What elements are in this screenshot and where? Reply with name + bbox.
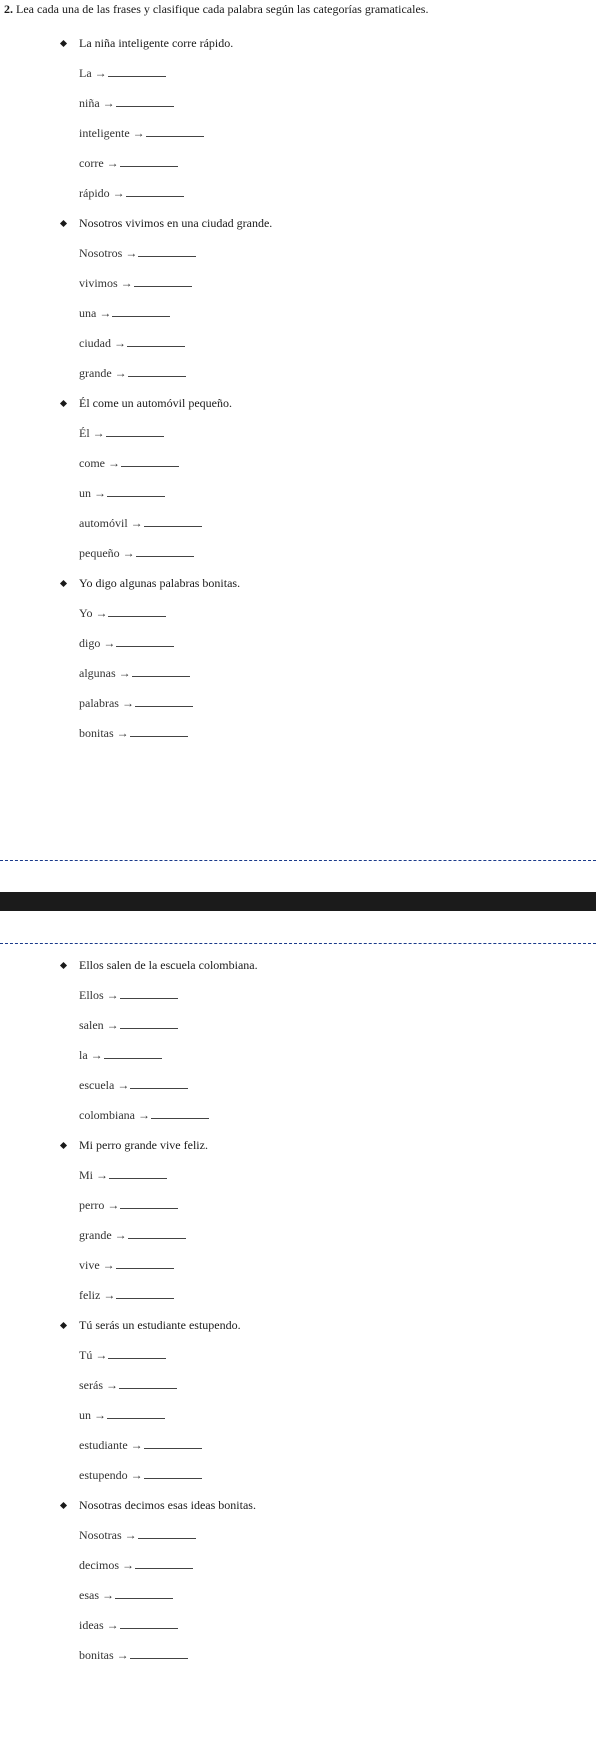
word-label: vive [79, 1258, 100, 1272]
dashed-separator-bottom [0, 943, 596, 944]
arrow-right-icon: → [130, 1468, 143, 1482]
diamond-bullet-icon [60, 1142, 67, 1149]
answer-blank[interactable] [106, 426, 164, 437]
answer-blank[interactable] [116, 96, 174, 107]
answer-blank[interactable] [132, 666, 190, 677]
answer-blank[interactable] [146, 126, 204, 137]
sentence-text: Nosotras decimos esas ideas bonitas. [79, 1498, 256, 1512]
arrow-right-icon: → [117, 1078, 130, 1092]
word-label: Mi [79, 1168, 94, 1182]
word-label: la [79, 1048, 88, 1062]
word-row [0, 1252, 596, 1282]
word-row [0, 1192, 596, 1222]
word-row [0, 1372, 596, 1402]
arrow-right-icon: → [108, 456, 120, 470]
word-label: Nosotros [79, 246, 123, 260]
arrow-right-icon: → [96, 1168, 109, 1182]
arrow-right-icon: → [120, 276, 133, 290]
arrow-right-icon: → [102, 96, 115, 110]
sentence-text: Él come un automóvil pequeño. [79, 396, 232, 410]
word-label: Nosotras [79, 1528, 122, 1542]
word-row [0, 1432, 596, 1462]
diamond-bullet-icon [60, 400, 67, 407]
answer-blank[interactable] [144, 1468, 202, 1479]
word-row [0, 330, 596, 360]
word-label: serás [79, 1378, 103, 1392]
answer-blank[interactable] [116, 1288, 174, 1299]
answer-blank[interactable] [138, 1528, 196, 1539]
arrow-right-icon: → [94, 486, 106, 500]
arrow-right-icon: → [130, 516, 143, 530]
word-label: escuela [79, 1078, 115, 1092]
word-row [0, 510, 596, 540]
arrow-right-icon: → [99, 306, 112, 320]
word-row [0, 240, 596, 270]
word-label: Tú [79, 1348, 93, 1362]
arrow-right-icon: → [130, 1438, 143, 1452]
word-row [0, 90, 596, 120]
arrow-right-icon: → [95, 606, 108, 620]
sentence-item [0, 390, 596, 420]
word-label: ideas [79, 1618, 104, 1632]
word-label: vivimos [79, 276, 118, 290]
arrow-right-icon: → [106, 988, 119, 1002]
word-label: inteligente [79, 126, 130, 140]
word-row [0, 1282, 596, 1312]
word-row [0, 1072, 596, 1102]
answer-blank[interactable] [121, 456, 179, 467]
arrow-right-icon: → [92, 426, 105, 440]
word-label: esas [79, 1588, 99, 1602]
word-row [0, 1342, 596, 1372]
answer-blank[interactable] [120, 1198, 178, 1209]
word-row [0, 1612, 596, 1642]
arrow-right-icon: → [94, 1408, 106, 1422]
word-row [0, 1642, 596, 1672]
word-row [0, 480, 596, 510]
dashed-separator-top [0, 860, 596, 861]
answer-blank[interactable] [151, 1108, 209, 1119]
word-row [0, 1012, 596, 1042]
answer-blank[interactable] [135, 696, 193, 707]
word-label: bonitas [79, 726, 114, 740]
word-label: ciudad [79, 336, 111, 350]
exercise-part-1 [0, 30, 596, 750]
arrow-right-icon: → [114, 1228, 127, 1242]
sentence-item [0, 210, 596, 240]
arrow-right-icon: → [106, 1378, 118, 1392]
word-label: Él [79, 426, 90, 440]
arrow-right-icon: → [102, 1258, 115, 1272]
word-row [0, 540, 596, 570]
diamond-bullet-icon [60, 1502, 67, 1509]
answer-blank[interactable] [128, 1228, 186, 1239]
arrow-right-icon: → [122, 1558, 134, 1572]
answer-blank[interactable] [144, 1438, 202, 1449]
word-row [0, 600, 596, 630]
word-label: perro [79, 1198, 105, 1212]
answer-blank[interactable] [136, 546, 194, 557]
exercise-part-2 [0, 952, 596, 1672]
answer-blank[interactable] [108, 1348, 166, 1359]
answer-blank[interactable] [115, 1588, 173, 1599]
word-row [0, 120, 596, 150]
word-label: automóvil [79, 516, 128, 530]
word-row [0, 1162, 596, 1192]
word-row [0, 150, 596, 180]
page-break-bar [0, 892, 596, 911]
diamond-bullet-icon [60, 962, 67, 969]
word-row [0, 420, 596, 450]
answer-blank[interactable] [108, 606, 166, 617]
arrow-right-icon: → [90, 1048, 103, 1062]
sentence-item [0, 570, 596, 600]
word-row [0, 360, 596, 390]
word-row [0, 1102, 596, 1132]
arrow-right-icon: → [106, 1018, 119, 1032]
word-row [0, 1222, 596, 1252]
word-row [0, 300, 596, 330]
word-row [0, 60, 596, 90]
word-label: Yo [79, 606, 93, 620]
arrow-right-icon: → [124, 1528, 137, 1542]
answer-blank[interactable] [130, 1078, 188, 1089]
answer-blank[interactable] [116, 636, 174, 647]
diamond-bullet-icon [60, 40, 67, 47]
arrow-right-icon: → [122, 546, 135, 560]
arrow-right-icon: → [116, 1648, 129, 1662]
arrow-right-icon: → [114, 366, 127, 380]
arrow-right-icon: → [106, 156, 119, 170]
word-row [0, 1522, 596, 1552]
arrow-right-icon: → [121, 696, 134, 710]
arrow-right-icon: → [94, 66, 107, 80]
answer-blank[interactable] [126, 186, 184, 197]
sentence-text: Yo digo algunas palabras bonitas. [79, 576, 241, 590]
word-row [0, 660, 596, 690]
sentence-item [0, 30, 596, 60]
arrow-right-icon: → [95, 1348, 108, 1362]
arrow-right-icon: → [116, 726, 129, 740]
answer-blank[interactable] [135, 1558, 193, 1569]
answer-blank[interactable] [107, 1408, 165, 1419]
sentence-text: La niña inteligente corre rápido. [79, 36, 234, 50]
word-label: bonitas [79, 1648, 114, 1662]
arrow-right-icon: → [114, 336, 126, 350]
word-label: corre [79, 156, 104, 170]
answer-blank[interactable] [112, 306, 170, 317]
sentence-item [0, 1132, 596, 1162]
word-label: digo [79, 636, 101, 650]
arrow-right-icon: → [103, 1288, 116, 1302]
question-text: Lea cada una de las frases y clasifique cada palabra según las categorías gramaticales. [16, 2, 429, 16]
question-heading [4, 2, 428, 17]
word-label: rápido [79, 186, 110, 200]
answer-blank[interactable] [134, 276, 192, 287]
arrow-right-icon: → [103, 636, 116, 650]
arrow-right-icon: → [107, 1198, 120, 1212]
answer-blank[interactable] [144, 516, 202, 527]
sentence-item [0, 1312, 596, 1342]
word-row [0, 1582, 596, 1612]
word-label: Ellos [79, 988, 104, 1002]
word-label: palabras [79, 696, 119, 710]
answer-blank[interactable] [127, 336, 185, 347]
word-label: decimos [79, 1558, 119, 1572]
word-label: grande [79, 366, 112, 380]
word-label: niña [79, 96, 100, 110]
word-label: come [79, 456, 105, 470]
answer-blank[interactable] [120, 1618, 178, 1629]
word-label: algunas [79, 666, 116, 680]
answer-blank[interactable] [107, 486, 165, 497]
word-label: salen [79, 1018, 104, 1032]
arrow-right-icon: → [132, 126, 145, 140]
question-number: 2. [4, 2, 13, 16]
arrow-right-icon: → [112, 186, 125, 200]
diamond-bullet-icon [60, 580, 67, 587]
word-row [0, 180, 596, 210]
word-label: estudiante [79, 1438, 128, 1452]
answer-blank[interactable] [128, 366, 186, 377]
sentence-text: Tú serás un estudiante estupendo. [79, 1318, 241, 1332]
answer-blank[interactable] [104, 1048, 162, 1059]
answer-blank[interactable] [116, 1258, 174, 1269]
arrow-right-icon: → [106, 1618, 119, 1632]
word-row [0, 690, 596, 720]
sentence-text: Nosotros vivimos en una ciudad grande. [79, 216, 273, 230]
answer-blank[interactable] [130, 1648, 188, 1659]
word-label: un [79, 1408, 91, 1422]
word-row [0, 720, 596, 750]
answer-blank[interactable] [108, 66, 166, 77]
answer-blank[interactable] [109, 1168, 167, 1179]
word-label: una [79, 306, 97, 320]
sentence-text: Mi perro grande vive feliz. [79, 1138, 208, 1152]
answer-blank[interactable] [120, 156, 178, 167]
answer-blank[interactable] [138, 246, 196, 257]
word-row [0, 630, 596, 660]
sentence-text: Ellos salen de la escuela colombiana. [79, 958, 258, 972]
answer-blank[interactable] [130, 726, 188, 737]
word-row [0, 982, 596, 1012]
word-label: un [79, 486, 91, 500]
word-label: feliz [79, 1288, 101, 1302]
arrow-right-icon: → [137, 1108, 150, 1122]
answer-blank[interactable] [120, 1018, 178, 1029]
word-label: colombiana [79, 1108, 135, 1122]
word-label: pequeño [79, 546, 120, 560]
word-label: estupendo [79, 1468, 128, 1482]
arrow-right-icon: → [102, 1588, 114, 1602]
word-row [0, 1042, 596, 1072]
sentence-item [0, 1492, 596, 1522]
word-label: La [79, 66, 92, 80]
word-row [0, 270, 596, 300]
answer-blank[interactable] [120, 988, 178, 999]
diamond-bullet-icon [60, 220, 67, 227]
arrow-right-icon: → [125, 246, 138, 260]
word-row [0, 1462, 596, 1492]
arrow-right-icon: → [118, 666, 131, 680]
sentence-item [0, 952, 596, 982]
word-row [0, 1552, 596, 1582]
word-row [0, 450, 596, 480]
answer-blank[interactable] [119, 1378, 177, 1389]
word-label: grande [79, 1228, 112, 1242]
word-row [0, 1402, 596, 1432]
diamond-bullet-icon [60, 1322, 67, 1329]
